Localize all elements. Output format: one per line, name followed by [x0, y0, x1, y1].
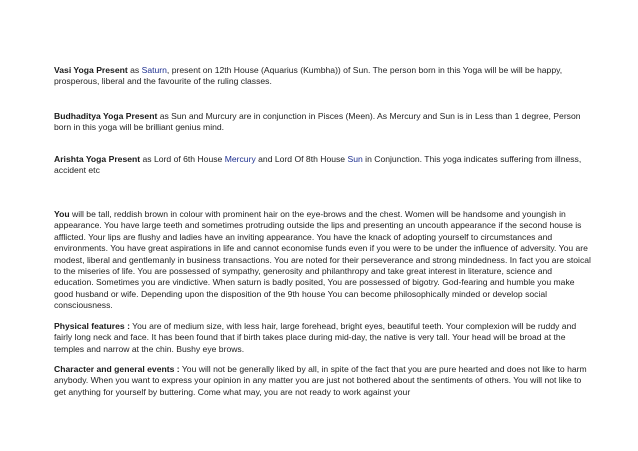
- vasi-yoga-pre: as: [127, 65, 142, 75]
- character-lead: Character and general events :: [54, 364, 180, 374]
- vasi-yoga-paragraph: [54, 65, 594, 88]
- you-lead: You: [54, 209, 70, 219]
- budhaditya-yoga-title: Budhaditya Yoga Present: [54, 111, 158, 121]
- physical-features-lead: Physical features :: [54, 321, 130, 331]
- budhaditya-yoga-text: as Sun and Murcury are in conjunction in Pisces (Meen). As Mercury and Sun is in Less than 1 degree, Person born in this yoga will be brilliant genius mind.: [54, 111, 581, 133]
- arishta-yoga-pre: as Lord of 6th House: [140, 154, 225, 164]
- mercury-link[interactable]: Mercury: [224, 154, 256, 164]
- physical-features-paragraph: [54, 321, 594, 355]
- character-text: You will not be generally liked by all, in spite of the fact that you are pure hearted and does not like to harm anybody. When you want to express your opinion in any matter you are just not bothered about the sentiments of others. You will not like to get anything for yourself by buttering. Come what may, you are not ready to work against your: [54, 364, 587, 397]
- character-paragraph: [54, 364, 594, 398]
- saturn-link[interactable]: Saturn: [141, 65, 167, 75]
- arishta-yoga-paragraph: [54, 154, 594, 177]
- you-text: will be tall, reddish brown in colour with prominent hair on the eye-brows and the chest. Women will be handsome and youngish in appearance. You have large teeth and sometimes protruding outside the lips and presenting an uncouth appearance if the second house is afflicted. Your lips are flushy and ladies have an inviting appearance. You have the knack of adopting yourself to circumstances and environments. You have great aspirations in life and cannot economise funds even if you were to be under the influence of adversity. You are modest, liberal and gentlemanly in business transactions. You are noted for their perseverance and strong mindedness. In fact you are stoical to the miseries of life. You are possessed of sympathy, generosity and philanthropy and take great interest in literature, science and education. Sometimes you are vindictive. When saturn is badly posited, You are possessed of bigotry. God-fearing and humble you make good husband or wife. Depending upon the disposition of the 9th house You can become philosophically minded or develop social consciousness.: [54, 209, 591, 311]
- arishta-yoga-title: Arishta Yoga Present: [54, 154, 141, 164]
- arishta-yoga-text: in Conjunction. This yoga indicates suffering from illness, accident etc: [54, 154, 582, 176]
- vasi-yoga-text: , present on 12th House (Aquarius (Kumbha)) of Sun. The person born in this Yoga will be will be happy, prosperous, liberal and the favourite of the ruling classes.: [54, 65, 563, 87]
- vasi-yoga-title: Vasi Yoga Present: [54, 65, 128, 75]
- budhaditya-yoga-paragraph: [54, 111, 594, 134]
- sun-link[interactable]: Sun: [347, 154, 363, 164]
- arishta-yoga-mid: and Lord Of 8th House: [255, 154, 348, 164]
- you-paragraph: [54, 209, 594, 312]
- physical-features-text: You are of medium size, with less hair, large forehead, bright eyes, beautiful teeth. Your complexion will be ruddy and fairly long neck and face. It has been found that if birth takes place during mid-day, the native is very tall. Your head will be broad at the temples and narrow at the chin. Bushy eye brows.: [54, 321, 577, 354]
